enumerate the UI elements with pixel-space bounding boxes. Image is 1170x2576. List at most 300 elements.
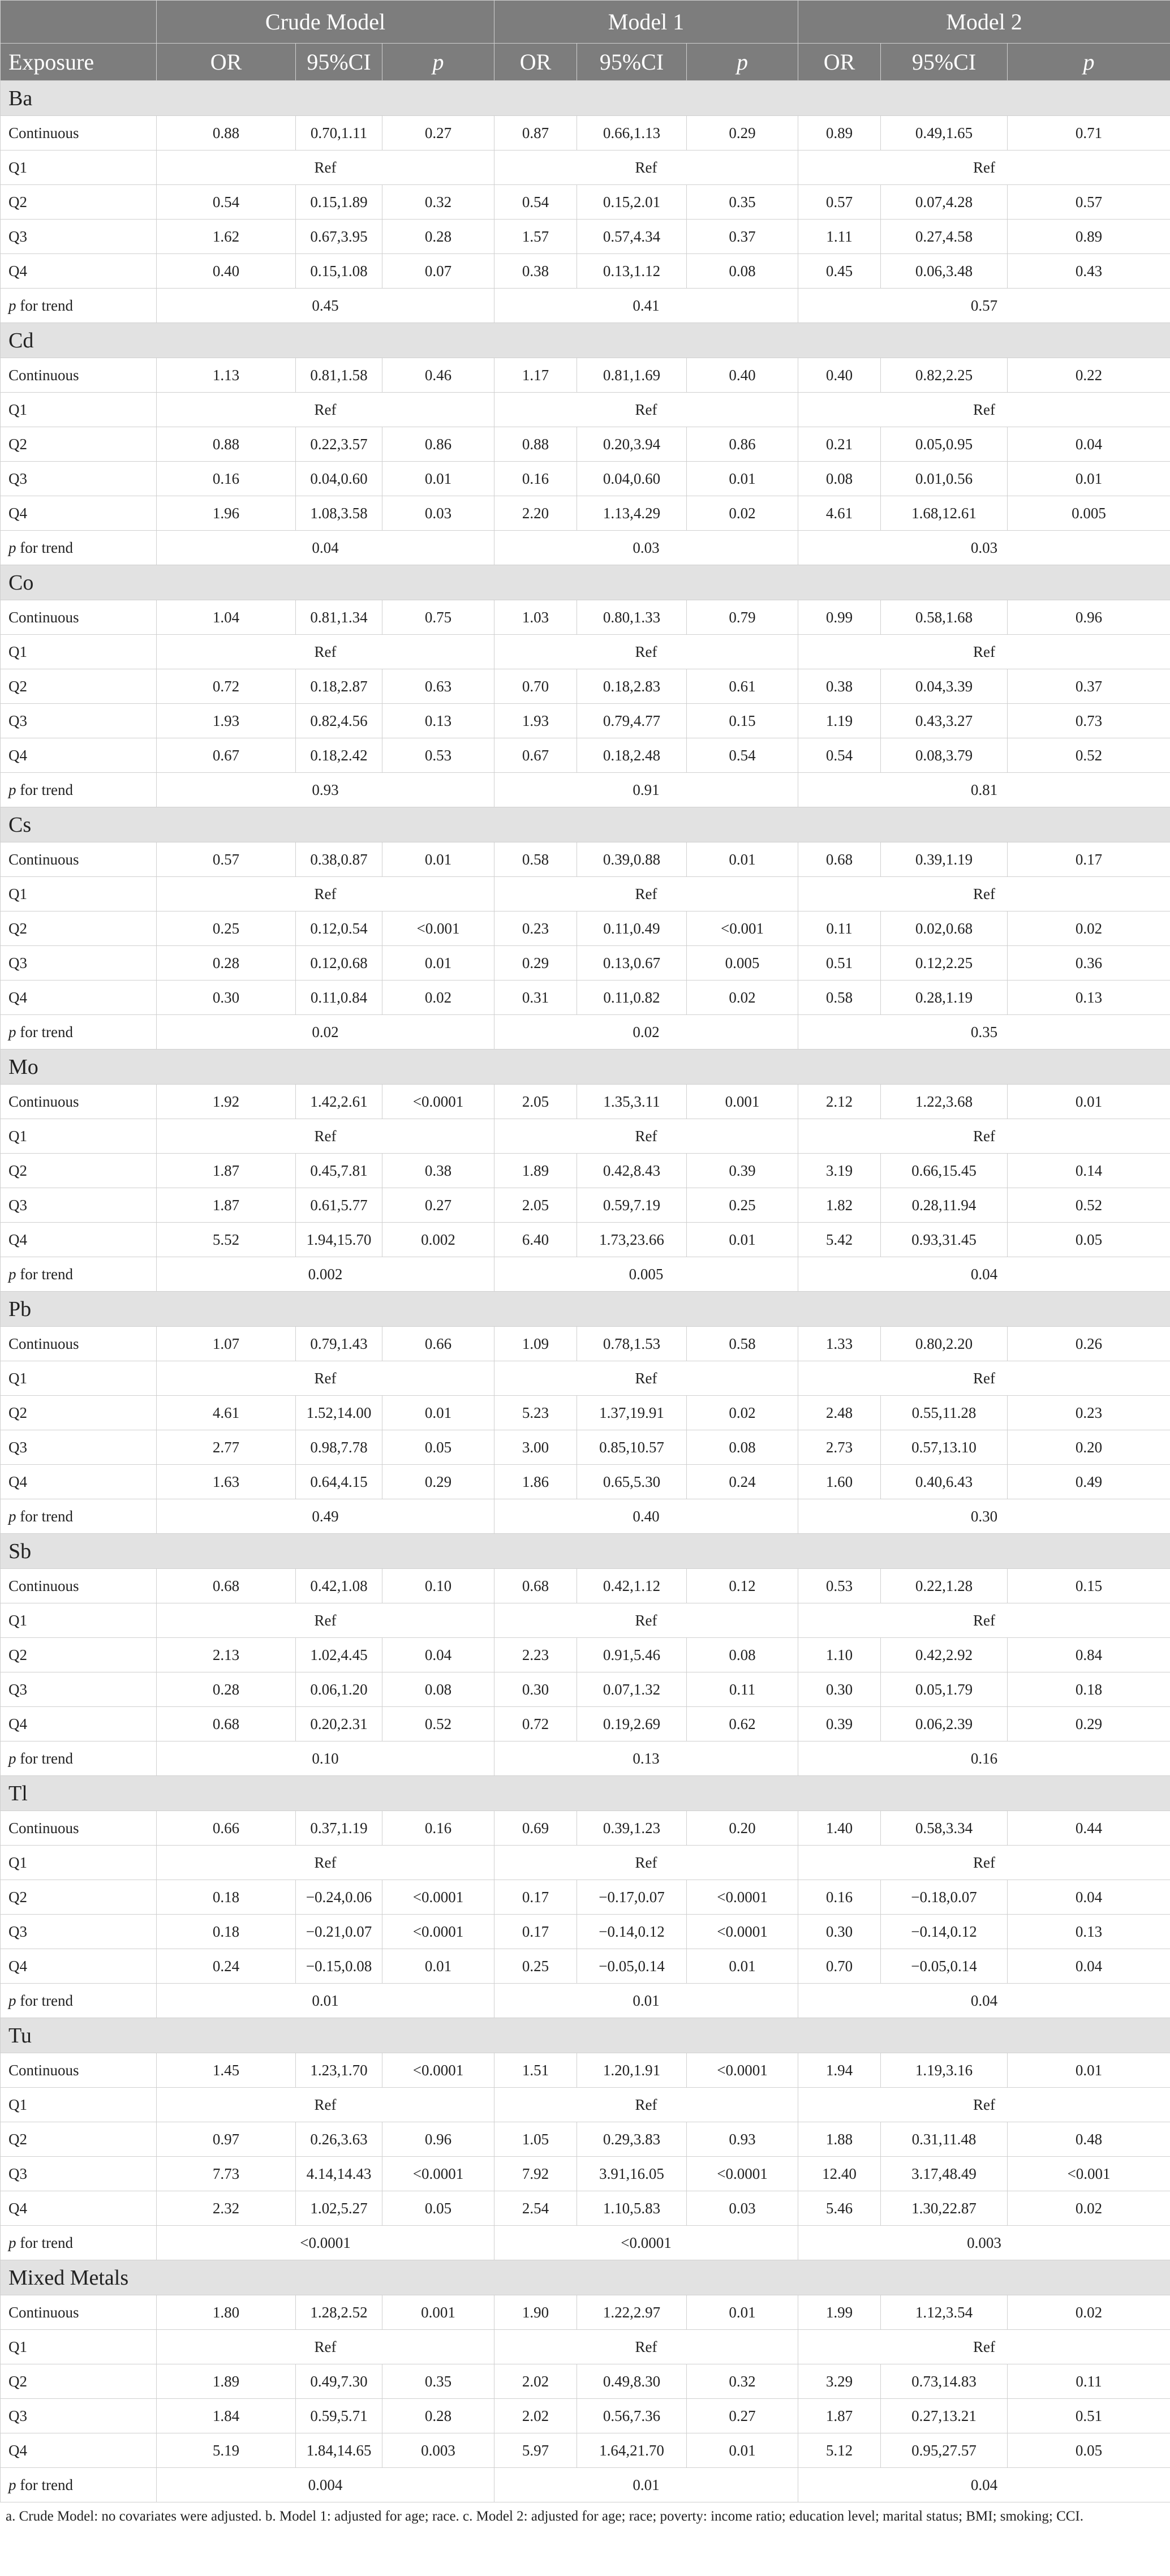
p-value-cell: 0.05 (1008, 2433, 1170, 2468)
trend-value-cell: 0.16 (798, 1741, 1170, 1776)
metal-group-label: Ba (1, 81, 1170, 116)
p-value-cell: 0.29 (687, 116, 798, 150)
or-cell: 1.19 (798, 704, 881, 738)
or-cell: 7.73 (157, 2157, 296, 2191)
table-row (1, 116, 1170, 150)
trend-label-p: p (8, 781, 16, 798)
or-cell: 0.87 (494, 116, 577, 150)
or-cell: 0.40 (798, 358, 881, 393)
or-cell: 2.77 (157, 1430, 296, 1465)
ci-cell: 0.13,1.12 (577, 254, 687, 289)
ci-cell: 0.04,3.39 (881, 669, 1008, 704)
p-value-cell: 0.46 (382, 358, 494, 393)
ci-cell: 0.18,2.87 (296, 669, 382, 704)
trend-label-text: for trend (16, 2234, 73, 2251)
or-cell: 3.29 (798, 2364, 881, 2399)
or-cell: 0.16 (798, 1880, 881, 1915)
row-label: Q2 (1, 1154, 157, 1188)
or-cell: 0.68 (798, 842, 881, 877)
model-header-row (1, 1, 1170, 44)
p-value-cell: 0.15 (1008, 1569, 1170, 1603)
row-label: Q1 (1, 2330, 157, 2364)
metal-group-row (1, 1292, 1170, 1327)
p-value-cell: 0.61 (687, 669, 798, 704)
or-cell: 1.92 (157, 1085, 296, 1119)
ci-cell: 0.40,6.43 (881, 1465, 1008, 1499)
ci-cell: 0.28,1.19 (881, 980, 1008, 1015)
p-value-cell: 0.01 (687, 2433, 798, 2468)
ci-cell: 0.49,7.30 (296, 2364, 382, 2399)
row-label (1, 289, 157, 323)
p-value-cell: 0.003 (382, 2433, 494, 2468)
or-cell: 0.72 (157, 669, 296, 704)
or-cell: 0.30 (157, 980, 296, 1015)
row-label: Q1 (1, 877, 157, 911)
or-cell: 2.05 (494, 1188, 577, 1223)
row-label (1, 773, 157, 807)
or-cell: 0.58 (494, 842, 577, 877)
row-label (1, 2468, 157, 2502)
row-label (1, 1984, 157, 2018)
or-cell: 2.05 (494, 1085, 577, 1119)
trend-value-cell: 0.45 (157, 289, 494, 323)
ref-cell: Ref (494, 1846, 798, 1880)
ci-cell: 0.06,3.48 (881, 254, 1008, 289)
p-value-cell: 0.24 (687, 1465, 798, 1499)
row-label: Q3 (1, 462, 157, 496)
row-label: Q1 (1, 1361, 157, 1396)
p-value-cell: 0.86 (382, 427, 494, 462)
p-value-cell: 0.01 (1008, 2053, 1170, 2088)
table-row (1, 220, 1170, 254)
trend-value-cell: 0.005 (494, 1257, 798, 1292)
ci-cell: 0.42,1.12 (577, 1569, 687, 1603)
or-cell: 0.11 (798, 911, 881, 946)
ci-cell: 0.59,7.19 (577, 1188, 687, 1223)
p-value-cell: 0.04 (1008, 1880, 1170, 1915)
or-cell: 1.94 (798, 2053, 881, 2088)
or-cell: 7.92 (494, 2157, 577, 2191)
row-label: Continuous (1, 2295, 157, 2330)
ref-cell: Ref (494, 635, 798, 669)
p-value-cell: 0.05 (1008, 1223, 1170, 1257)
or-cell: 2.02 (494, 2364, 577, 2399)
p-value-cell: 0.01 (382, 1396, 494, 1430)
table-row (1, 2330, 1170, 2364)
table-row (1, 1811, 1170, 1846)
ci-cell: −0.15,0.08 (296, 1949, 382, 1984)
p-value-cell: 0.01 (1008, 462, 1170, 496)
trend-label-text: for trend (16, 1023, 73, 1040)
ci-cell: 0.98,7.78 (296, 1430, 382, 1465)
p-value-cell: 0.27 (687, 2399, 798, 2433)
or-cell: 1.09 (494, 1327, 577, 1361)
p-value-cell: 0.005 (687, 946, 798, 980)
table-row (1, 1915, 1170, 1949)
row-label: Q4 (1, 1707, 157, 1741)
or-cell: 1.13 (157, 358, 296, 393)
or-cell: 1.63 (157, 1465, 296, 1499)
or-cell: 1.04 (157, 600, 296, 635)
or-cell: 1.62 (157, 220, 296, 254)
p-value-cell: 0.08 (382, 1672, 494, 1707)
trend-value-cell: <0.0001 (157, 2226, 494, 2260)
trend-value-cell: 0.002 (157, 1257, 494, 1292)
p-value-cell: 0.03 (382, 496, 494, 531)
row-label: Q2 (1, 669, 157, 704)
header-blank-cell (1, 1, 157, 44)
or-cell: 0.70 (494, 669, 577, 704)
model-2-header: Model 2 (798, 1, 1170, 44)
or-cell: 0.29 (494, 946, 577, 980)
ci-cell: 0.28,11.94 (881, 1188, 1008, 1223)
trend-label-text: for trend (16, 1507, 73, 1525)
table-row (1, 669, 1170, 704)
or-cell: 1.87 (157, 1188, 296, 1223)
ci-cell: 0.12,0.54 (296, 911, 382, 946)
ci-cell: 0.79,4.77 (577, 704, 687, 738)
or-cell: 0.68 (157, 1569, 296, 1603)
ref-cell: Ref (157, 393, 494, 427)
trend-label-text: for trend (16, 1992, 73, 2009)
table-row (1, 427, 1170, 462)
row-label: Q1 (1, 635, 157, 669)
p-header: p (687, 44, 798, 81)
ci-cell: 0.11,0.84 (296, 980, 382, 1015)
or-cell: 1.57 (494, 220, 577, 254)
p-value-cell: 0.75 (382, 600, 494, 635)
p-header: p (382, 44, 494, 81)
ci-cell: −0.14,0.12 (881, 1915, 1008, 1949)
trend-value-cell: 0.49 (157, 1499, 494, 1534)
p-value-cell: 0.01 (687, 2295, 798, 2330)
ci-cell: 0.02,0.68 (881, 911, 1008, 946)
p-value-cell: 0.54 (687, 738, 798, 773)
row-label: Q2 (1, 1638, 157, 1672)
or-cell: 1.89 (494, 1154, 577, 1188)
or-cell: 4.61 (798, 496, 881, 531)
table-row (1, 2191, 1170, 2226)
ci-cell: 0.65,5.30 (577, 1465, 687, 1499)
table-row (1, 1638, 1170, 1672)
or-cell: 0.88 (157, 427, 296, 462)
ci-cell: 1.19,3.16 (881, 2053, 1008, 2088)
p-value-cell: 0.01 (687, 1223, 798, 1257)
ci-cell: 0.18,2.83 (577, 669, 687, 704)
table-row (1, 2053, 1170, 2088)
p-value-cell: 0.15 (687, 704, 798, 738)
ci-cell: 1.02,5.27 (296, 2191, 382, 2226)
ci-cell: 0.38,0.87 (296, 842, 382, 877)
ci-cell: 0.58,3.34 (881, 1811, 1008, 1846)
ci-cell: 4.14,14.43 (296, 2157, 382, 2191)
ref-cell: Ref (494, 1119, 798, 1154)
row-label: Q2 (1, 911, 157, 946)
table-row (1, 1846, 1170, 1880)
ci-cell: 0.56,7.36 (577, 2399, 687, 2433)
ci-cell: −0.05,0.14 (577, 1949, 687, 1984)
row-label (1, 531, 157, 565)
or-cell: 0.17 (494, 1880, 577, 1915)
ref-cell: Ref (798, 2088, 1170, 2122)
metal-group-row (1, 565, 1170, 600)
table-row (1, 462, 1170, 496)
or-cell: 0.72 (494, 1707, 577, 1741)
p-value-cell: 0.02 (1008, 2191, 1170, 2226)
or-cell: 3.00 (494, 1430, 577, 1465)
row-label: Q4 (1, 2191, 157, 2226)
table-row (1, 496, 1170, 531)
trend-label-text: for trend (16, 296, 73, 314)
ci-cell: 0.91,5.46 (577, 1638, 687, 1672)
trend-label-text: for trend (16, 539, 73, 556)
trend-label-p: p (8, 1507, 16, 1525)
ci-cell: 1.10,5.83 (577, 2191, 687, 2226)
ref-cell: Ref (157, 1603, 494, 1638)
trend-label-text: for trend (16, 1265, 73, 1283)
p-value-cell: 0.05 (382, 2191, 494, 2226)
row-label: Q2 (1, 2364, 157, 2399)
p-value-cell: 0.02 (687, 496, 798, 531)
trend-value-cell: 0.93 (157, 773, 494, 807)
ref-cell: Ref (798, 1846, 1170, 1880)
table-row (1, 1949, 1170, 1984)
or-cell: 1.10 (798, 1638, 881, 1672)
p-value-cell: <0.0001 (382, 1880, 494, 1915)
or-cell: 0.21 (798, 427, 881, 462)
table-row (1, 2364, 1170, 2399)
or-cell: 5.42 (798, 1223, 881, 1257)
row-label: Q3 (1, 1430, 157, 1465)
or-cell: 1.93 (494, 704, 577, 738)
ci-cell: 0.27,13.21 (881, 2399, 1008, 2433)
table-row (1, 600, 1170, 635)
p-value-cell: <0.0001 (382, 1915, 494, 1949)
or-cell: 0.30 (494, 1672, 577, 1707)
or-cell: 0.66 (157, 1811, 296, 1846)
exposure-header: Exposure (1, 44, 157, 81)
table-row (1, 358, 1170, 393)
or-cell: 0.99 (798, 600, 881, 635)
or-cell: 0.31 (494, 980, 577, 1015)
or-cell: 1.90 (494, 2295, 577, 2330)
or-cell: 0.30 (798, 1672, 881, 1707)
row-label: Q3 (1, 2399, 157, 2433)
table-row (1, 1396, 1170, 1430)
or-cell: 0.58 (798, 980, 881, 1015)
trend-value-cell: 0.10 (157, 1741, 494, 1776)
metal-group-label: Pb (1, 1292, 1170, 1327)
ci-cell: 1.73,23.66 (577, 1223, 687, 1257)
ci-cell: 1.22,3.68 (881, 1085, 1008, 1119)
or-cell: 1.60 (798, 1465, 881, 1499)
ci-cell: 0.27,4.58 (881, 220, 1008, 254)
or-cell: 1.86 (494, 1465, 577, 1499)
p-value-cell: 0.16 (382, 1811, 494, 1846)
or-cell: 0.97 (157, 2122, 296, 2157)
ref-cell: Ref (157, 150, 494, 185)
trend-value-cell: <0.0001 (494, 2226, 798, 2260)
ci-cell: 0.18,2.48 (577, 738, 687, 773)
p-value-cell: 0.66 (382, 1327, 494, 1361)
p-value-cell: 0.52 (382, 1707, 494, 1741)
trend-value-cell: 0.13 (494, 1741, 798, 1776)
or-cell: 2.48 (798, 1396, 881, 1430)
or-cell: 5.23 (494, 1396, 577, 1430)
ci-cell: 0.26,3.63 (296, 2122, 382, 2157)
trend-row (1, 2226, 1170, 2260)
metal-group-row (1, 1050, 1170, 1085)
or-cell: 0.88 (494, 427, 577, 462)
ref-cell: Ref (798, 393, 1170, 427)
p-value-cell: 0.62 (687, 1707, 798, 1741)
p-value-cell: 0.96 (1008, 600, 1170, 635)
ci-cell: 0.01,0.56 (881, 462, 1008, 496)
p-value-cell: 0.89 (1008, 220, 1170, 254)
ci-cell: 0.31,11.48 (881, 2122, 1008, 2157)
p-value-cell: 0.52 (1008, 738, 1170, 773)
or-cell: 1.87 (157, 1154, 296, 1188)
p-value-cell: 0.14 (1008, 1154, 1170, 1188)
p-value-cell: 0.40 (687, 358, 798, 393)
row-label (1, 1257, 157, 1292)
trend-value-cell: 0.02 (157, 1015, 494, 1050)
p-value-cell: 0.25 (687, 1188, 798, 1223)
p-header: p (1008, 44, 1170, 81)
p-value-cell: 0.08 (687, 1638, 798, 1672)
p-value-cell: 0.48 (1008, 2122, 1170, 2157)
table-row (1, 2295, 1170, 2330)
metal-group-row (1, 2260, 1170, 2295)
or-cell: 5.12 (798, 2433, 881, 2468)
ci-cell: 0.19,2.69 (577, 1707, 687, 1741)
p-value-cell: 0.005 (1008, 496, 1170, 531)
or-cell: 0.18 (157, 1915, 296, 1949)
table-row (1, 877, 1170, 911)
p-value-cell: 0.20 (1008, 1430, 1170, 1465)
ci-cell: 0.67,3.95 (296, 220, 382, 254)
table-row (1, 1707, 1170, 1741)
p-value-cell: 0.10 (382, 1569, 494, 1603)
or-cell: 1.87 (798, 2399, 881, 2433)
ci-cell: 1.12,3.54 (881, 2295, 1008, 2330)
ci-cell: 0.95,27.57 (881, 2433, 1008, 2468)
ref-cell: Ref (494, 877, 798, 911)
trend-value-cell: 0.41 (494, 289, 798, 323)
ci-cell: 0.43,3.27 (881, 704, 1008, 738)
p-value-cell: 0.93 (687, 2122, 798, 2157)
trend-value-cell: 0.03 (798, 531, 1170, 565)
or-cell: 0.88 (157, 116, 296, 150)
trend-label-p: p (8, 296, 16, 314)
ref-cell: Ref (494, 150, 798, 185)
or-cell: 1.17 (494, 358, 577, 393)
or-cell: 5.46 (798, 2191, 881, 2226)
ci-cell: 0.12,0.68 (296, 946, 382, 980)
trend-label-p: p (8, 2476, 16, 2493)
or-cell: 0.68 (157, 1707, 296, 1741)
ci-cell: 0.39,1.23 (577, 1811, 687, 1846)
metal-group-label: Co (1, 565, 1170, 600)
or-cell: 1.84 (157, 2399, 296, 2433)
ci-cell: 0.06,2.39 (881, 1707, 1008, 1741)
p-value-cell: 0.37 (1008, 669, 1170, 704)
or-cell: 0.16 (157, 462, 296, 496)
ci-header: 95%CI (577, 44, 687, 81)
metal-group-row (1, 1534, 1170, 1569)
or-header: OR (157, 44, 296, 81)
row-label: Q4 (1, 738, 157, 773)
p-value-cell: 0.71 (1008, 116, 1170, 150)
p-value-cell: 0.43 (1008, 254, 1170, 289)
p-value-cell: 0.36 (1008, 946, 1170, 980)
table-row (1, 1119, 1170, 1154)
p-value-cell: 0.01 (687, 842, 798, 877)
ref-cell: Ref (494, 393, 798, 427)
ci-cell: 3.17,48.49 (881, 2157, 1008, 2191)
model-1-header: Model 1 (494, 1, 798, 44)
or-cell: 2.13 (157, 1638, 296, 1672)
p-value-cell: 0.51 (1008, 2399, 1170, 2433)
trend-value-cell: 0.03 (494, 531, 798, 565)
p-value-cell: 0.08 (687, 254, 798, 289)
or-cell: 1.96 (157, 496, 296, 531)
table-footnote: a. Crude Model: no covariates were adjusted. b. Model 1: adjusted for age; race. c. Model 2: adjusted for age; race; poverty: income ratio; education level; marital status; BMI; smoking; CCI. (6, 2509, 1084, 2524)
row-label: Q1 (1, 1119, 157, 1154)
or-cell: 2.23 (494, 1638, 577, 1672)
p-value-cell: <0.001 (1008, 2157, 1170, 2191)
row-label: Q1 (1, 1603, 157, 1638)
ci-cell: 0.22,1.28 (881, 1569, 1008, 1603)
ci-cell: 1.20,1.91 (577, 2053, 687, 2088)
metal-group-row (1, 81, 1170, 116)
or-cell: 0.08 (798, 462, 881, 496)
ci-cell: 0.85,10.57 (577, 1430, 687, 1465)
or-cell: 0.45 (798, 254, 881, 289)
p-value-cell: 0.18 (1008, 1672, 1170, 1707)
or-cell: 5.19 (157, 2433, 296, 2468)
table-row (1, 1880, 1170, 1915)
p-value-cell: 0.49 (1008, 1465, 1170, 1499)
ref-cell: Ref (494, 2088, 798, 2122)
trend-row (1, 531, 1170, 565)
ref-cell: Ref (798, 1603, 1170, 1638)
p-value-cell: 0.02 (382, 980, 494, 1015)
metal-group-label: Cd (1, 323, 1170, 358)
table-row (1, 704, 1170, 738)
p-value-cell: 0.44 (1008, 1811, 1170, 1846)
trend-row (1, 2468, 1170, 2502)
p-value-cell: 0.03 (687, 2191, 798, 2226)
p-value-cell: <0.0001 (382, 1085, 494, 1119)
metal-group-row (1, 807, 1170, 842)
or-cell: 6.40 (494, 1223, 577, 1257)
ref-cell: Ref (157, 2330, 494, 2364)
table-row (1, 1361, 1170, 1396)
row-label: Q2 (1, 427, 157, 462)
ci-cell: −0.21,0.07 (296, 1915, 382, 1949)
p-value-cell: 0.29 (382, 1465, 494, 1499)
table-row (1, 1223, 1170, 1257)
trend-label-p: p (8, 539, 16, 556)
ci-cell: 0.93,31.45 (881, 1223, 1008, 1257)
ref-cell: Ref (157, 2088, 494, 2122)
ref-cell: Ref (494, 2330, 798, 2364)
p-value-cell: 0.02 (1008, 911, 1170, 946)
ci-cell: 0.37,1.19 (296, 1811, 382, 1846)
metal-group-label: Cs (1, 807, 1170, 842)
or-cell: 1.51 (494, 2053, 577, 2088)
